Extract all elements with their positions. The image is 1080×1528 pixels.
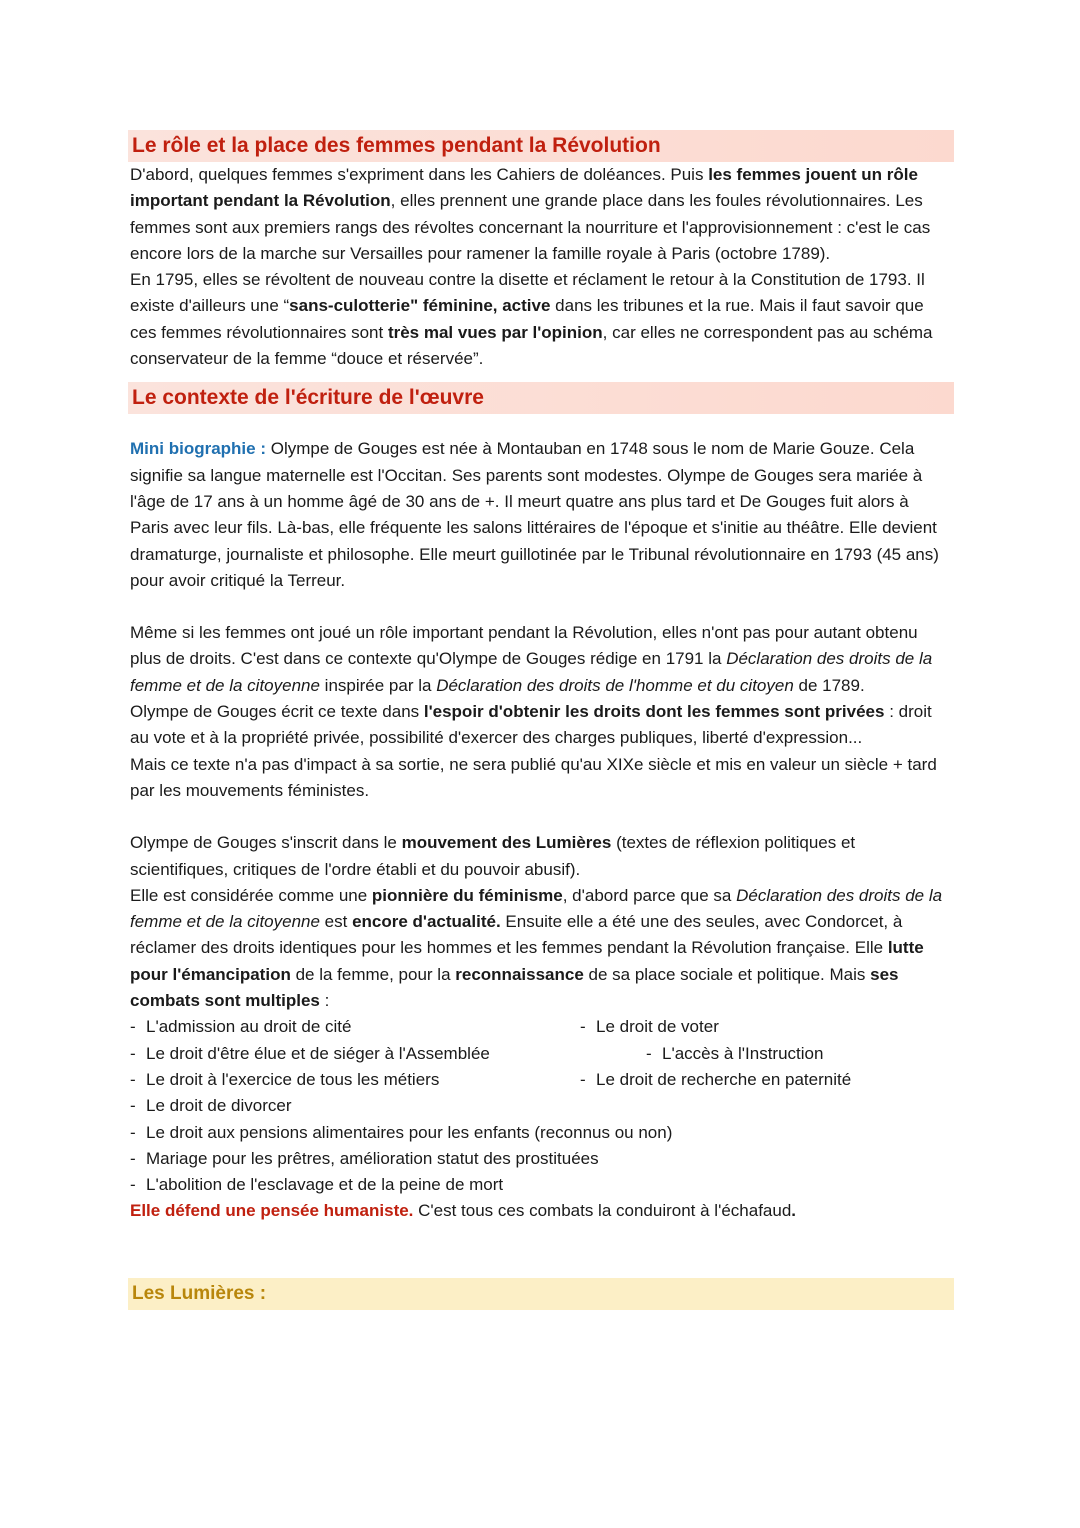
list-item: - Le droit à l'exercice de tous les métiers - Le droit de recherche en paternité xyxy=(130,1069,852,1089)
paragraph-contexte-3: Mais ce texte n'a pas d'impact à sa sortie, ne sera publié qu'au XIXe siècle et mis en valeur un siècle + tard par les mouvements féministes. xyxy=(130,754,937,800)
list-item: - L'admission au droit de cité - Le droit de voter xyxy=(130,1017,719,1037)
paragraph-lumieres-1: Olympe de Gouges s'inscrit dans le mouvement des Lumières (textes de réflexion politiques et scientifiques, critiques de l'ordre établi et du pouvoir abusif). xyxy=(130,833,856,879)
paragraph-feminisme: Elle est considérée comme une pionnière du féminisme, d'abord parce que sa Déclaration des droits de la femme et de la citoyenne est encore d'actualité. Ensuite elle a été une des seules, avec Condorcet, à réclamer des droits identiques pour les hommes et les femmes pendant la Révolution française. Elle lutte pour l'émancipation de la femme, pour la reconnaissance de sa place sociale et politique. Mais ses combats sont multiples : xyxy=(130,885,943,1011)
section-heading-role-femmes: Le rôle et la place des femmes pendant la Révolution xyxy=(128,130,954,162)
combats-list xyxy=(128,1014,954,1198)
list-item: - Le droit aux pensions alimentaires pour les enfants (reconnus ou non) xyxy=(130,1122,673,1142)
document-page xyxy=(128,130,954,1310)
section-heading-contexte: Le contexte de l'écriture de l'œuvre xyxy=(128,382,954,414)
list-item: - Mariage pour les prêtres, amélioration statut des prostituées xyxy=(130,1148,599,1168)
paragraph-contexte-1: Même si les femmes ont joué un rôle important pendant la Révolution, elles n'ont pas pour autant obtenu plus de droits. C'est dans ce contexte qu'Olympe de Gouges rédige en 1791 la Déclaration des droits de la femme et de la citoyenne inspirée par la Déclaration des droits de l'homme et du citoyen de 1789. xyxy=(130,623,933,695)
list-item: - L'abolition de l'esclavage et de la peine de mort xyxy=(130,1175,504,1195)
list-item: - Le droit de divorcer xyxy=(130,1096,292,1116)
paragraph-role-femmes-1: D'abord, quelques femmes s'expriment dans les Cahiers de doléances. Puis les femmes jouent un rôle important pendant la Révolution, elles prennent une grande place dans les foules révolutionnaires. Les femmes sont aux premiers rangs des révoltes concernant la nourriture et l'approvisionnement : c'est le cas encore lors de la marche sur Versailles pour ramener la famille royale à Paris (octobre 1789). xyxy=(130,165,931,263)
paragraph-conclusion: Elle défend une pensée humaniste. C'est tous ces combats la conduiront à l'échafaud. xyxy=(130,1201,797,1221)
paragraph-role-femmes-2: En 1795, elles se révoltent de nouveau contre la disette et réclament le retour à la Constitution de 1793. Il existe d'ailleurs une “sans-culotterie" féminine, active dans les tribunes et la rue. Mais il faut savoir que ces femmes révolutionnaires sont très mal vues par l'opinion, car elles ne correspondent pas au schéma conservateur de la femme “douce et réservée”. xyxy=(130,270,933,369)
paragraph-mini-biographie: Mini biographie : Olympe de Gouges est née à Montauban en 1748 sous le nom de Marie Gouze. Cela signifie sa langue maternelle est l'Occitan. Ses parents sont modestes. Olympe de Gouges sera mariée à l'âge de 17 ans à un homme âgé de 30 ans de +. Il meurt quatre ans plus tard et De Gouges fuit alors à Paris avec leur fils. Là-bas, elle fréquente les salons littéraires de l'époque et s'initie au théâtre. Elle devient dramaturge, journaliste et philosophe. Elle meurt guillotinée par le Tribunal révolutionnaire en 1793 (45 ans) pour avoir critiqué la Terreur. xyxy=(130,439,939,590)
section-heading-lumieres: Les Lumières : xyxy=(128,1278,954,1310)
list-item: - Le droit d'être élue et de siéger à l'Assemblée - L'accès à l'Instruction xyxy=(130,1043,824,1063)
paragraph-contexte-2: Olympe de Gouges écrit ce texte dans l'espoir d'obtenir les droits dont les femmes sont privées : droit au vote et à la propriété privée, possibilité d'exercer des charges publiques, liberté d'expression... xyxy=(130,702,932,748)
